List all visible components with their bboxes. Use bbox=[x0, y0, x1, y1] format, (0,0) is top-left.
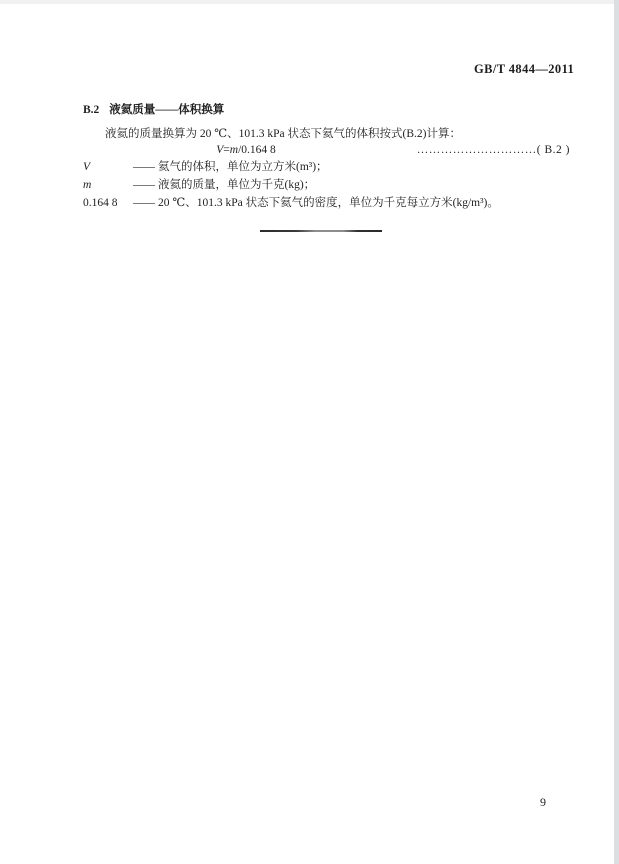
section-number: B.2 bbox=[83, 104, 100, 116]
section-title: 液氦质量——体积换算 bbox=[109, 104, 225, 116]
symbol-definitions bbox=[83, 158, 499, 212]
definition-description: 氦气的体积，单位为立方米(m³)； bbox=[158, 161, 328, 173]
definition-term: 0.164 8 bbox=[83, 197, 118, 209]
definition-term: V bbox=[83, 161, 91, 173]
equation-denominator: /0.164 8 bbox=[238, 144, 276, 156]
definition-row-m bbox=[83, 176, 499, 194]
equation-variable-v: V bbox=[216, 144, 224, 156]
definition-term: m bbox=[83, 179, 92, 191]
equation-variable-m: m bbox=[229, 144, 239, 156]
end-of-text-rule bbox=[260, 230, 382, 232]
page-number: 9 bbox=[540, 795, 546, 809]
equation-label: ( B.2 ) bbox=[536, 144, 570, 156]
body-paragraph: 液氦的质量换算为 20 ℃、101.3 kPa 状态下氦气的体积按式(B.2)计算： bbox=[105, 128, 461, 140]
scan-edge-right bbox=[614, 0, 619, 864]
definition-dash: —— bbox=[133, 179, 154, 191]
definition-description: 液氦的质量，单位为千克(kg)； bbox=[158, 179, 316, 191]
equation-leader bbox=[417, 144, 570, 156]
definition-row-v bbox=[83, 158, 499, 176]
leader-dots: ………………………… bbox=[416, 144, 537, 156]
definition-description: 20 ℃、101.3 kPa 状态下氦气的密度，单位为千克每立方米(kg/m³)。 bbox=[158, 197, 499, 209]
standard-code-header: GB/T 4844—2011 bbox=[474, 62, 575, 76]
equation-equals-sign: = bbox=[223, 144, 230, 156]
definition-dash: —— bbox=[133, 197, 154, 209]
scan-edge-top bbox=[0, 0, 619, 4]
definition-dash: —— bbox=[133, 161, 154, 173]
section-heading bbox=[83, 101, 224, 117]
definition-row-density bbox=[83, 194, 499, 212]
